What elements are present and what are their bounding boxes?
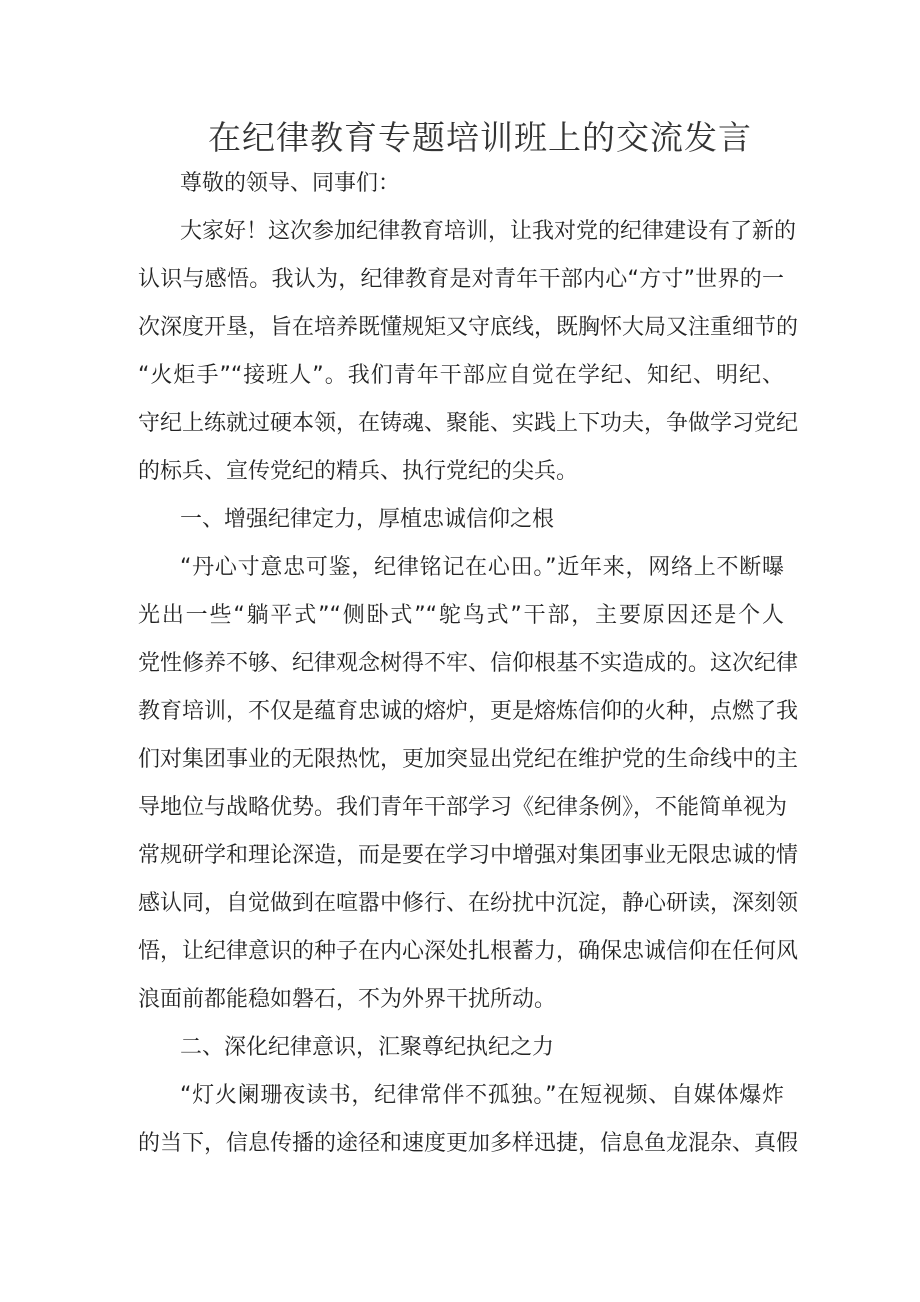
document-body: [138, 160, 799, 1168]
section-heading-2: 二、深化纪律意识，汇聚尊纪执纪之力: [180, 1035, 555, 1060]
paragraph-line: 们对集团事业的无限热忱，更加突显出党纪在维护党的生命线中的主: [138, 747, 799, 772]
paragraph-line: “灯火阑珊夜读书，纪律常伴不孤独。”在短视频、自媒体爆炸: [180, 1083, 784, 1108]
salutation: 尊敬的领导、同事们：: [180, 171, 401, 196]
section-2-paragraph: [138, 1072, 799, 1168]
paragraph-line: 党性修养不够、纪律观念树得不牢、信仰根基不实造成的。这次纪律: [138, 651, 799, 676]
paragraph-line: 教育培训，不仅是蕴育忠诚的熔炉，更是熔炼信仰的火种，点燃了我: [138, 699, 799, 724]
paragraph-line: 大家好！这次参加纪律教育培训，让我对党的纪律建设有了新的: [180, 219, 797, 244]
paragraph-line: 光出一些“躺平式”“侧卧式”“鸵鸟式”干部，主要原因还是个人: [138, 603, 784, 628]
paragraph-line: 感认同，自觉做到在喧嚣中修行、在纷扰中沉淀，静心研读，深刻领: [138, 891, 799, 916]
section-heading-1: 一、增强纪律定力，厚植忠诚信仰之根: [180, 507, 555, 532]
paragraph-line: “火炬手”“接班人”。我们青年干部应自觉在学纪、知纪、明纪、: [138, 363, 784, 388]
paragraph-line: 守纪上练就过硬本领，在铸魂、聚能、实践上下功夫，争做学习党纪: [138, 411, 799, 436]
paragraph-line: 悟，让纪律意识的种子在内心深处扎根蓄力，确保忠诚信仰在任何风: [138, 939, 799, 964]
document-title: 在纪律教育专题培训班上的交流发言: [208, 118, 752, 157]
paragraph-line: 认识与感悟。我认为，纪律教育是对青年干部内心“方寸”世界的一: [138, 267, 784, 292]
paragraph-line: 次深度开垦，旨在培养既懂规矩又守底线，既胸怀大局又注重细节的: [138, 315, 799, 340]
paragraph-line: 常规研学和理论深造，而是要在学习中增强对集团事业无限忠诚的情: [138, 843, 799, 868]
section-1-paragraph: [138, 544, 799, 1024]
paragraph-line: 的标兵、宣传党纪的精兵、执行党纪的尖兵。: [138, 459, 579, 484]
paragraph-line: 的当下，信息传播的途径和速度更加多样迅捷，信息鱼龙混杂、真假: [138, 1131, 799, 1156]
intro-paragraph: [138, 208, 799, 496]
paragraph-line: 浪面前都能稳如磐石，不为外界干扰所动。: [138, 987, 557, 1012]
paragraph-line: 导地位与战略优势。我们青年干部学习《纪律条例》，不能简单视为: [138, 795, 788, 820]
paragraph-line: “丹心寸意忠可鉴，纪律铭记在心田。”近年来，网络上不断曝: [180, 555, 784, 580]
